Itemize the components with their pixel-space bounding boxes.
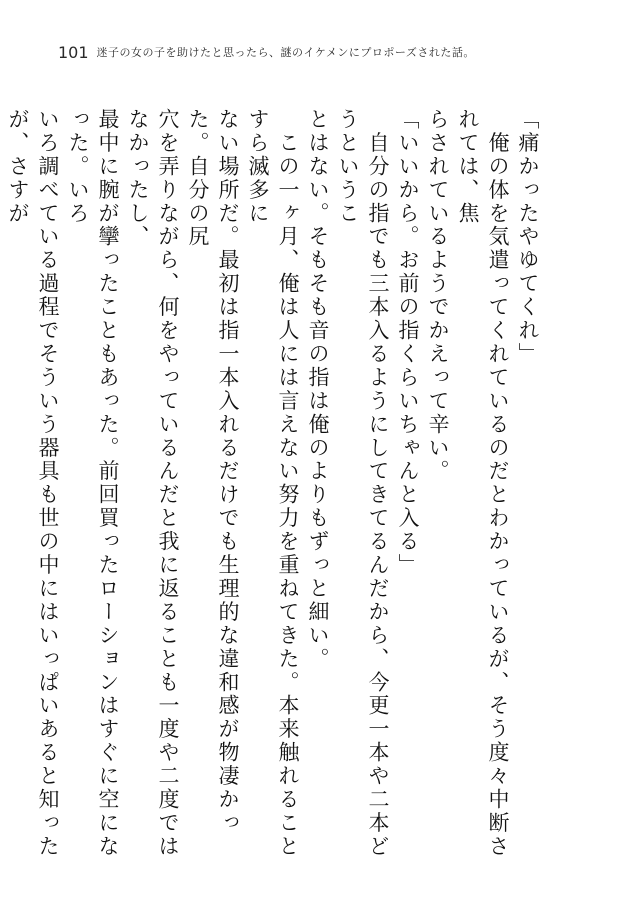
text-line: 自分の指でも三本入るようにしてきてるんだから、今更一本や二本どうというこ (336, 108, 390, 859)
text-line: この一ヶ月、俺は人には言えない努力を重ねてきた。本来触れることすら滅多に (246, 108, 300, 859)
text-line (0, 108, 3, 868)
vertical-body-text (0, 108, 543, 868)
text-line: 最中に腕が攣ったこともあった。前回買ったローションはすぐに空になった。いろ (66, 108, 120, 859)
text-line: 「痛かったやゆてくれ」 (516, 108, 540, 366)
running-title: 迷子の女の子を助けたと思ったら、謎のイケメンにプロポーズされた話。 (96, 46, 475, 59)
text-line: らされているようでかえって辛い。 (426, 108, 450, 484)
running-header (58, 40, 475, 64)
page-number: 101 (58, 42, 89, 62)
text-line: 俺の体を気遣ってくれているのだとわかっているが、そう度々中断されては、焦 (456, 108, 510, 859)
text-line: ない場所だ。最初は指一本入れるだけでも生理的な違和感が物凄かった。自分の尻 (186, 108, 240, 835)
text-line: 穴を弄りながら、何をやっているんだと我に返ることも一度や二度ではなかったし、 (126, 108, 180, 859)
text-line: とはない。そもそも音の指は俺のよりもずっと細い。 (306, 108, 330, 671)
text-line: いろ調べている過程でそういう器具も世の中にはいっぱいあると知ったが、さすが (6, 108, 60, 859)
text-line: 「いいから。お前の指くらいちゃんと入る」 (396, 108, 420, 577)
